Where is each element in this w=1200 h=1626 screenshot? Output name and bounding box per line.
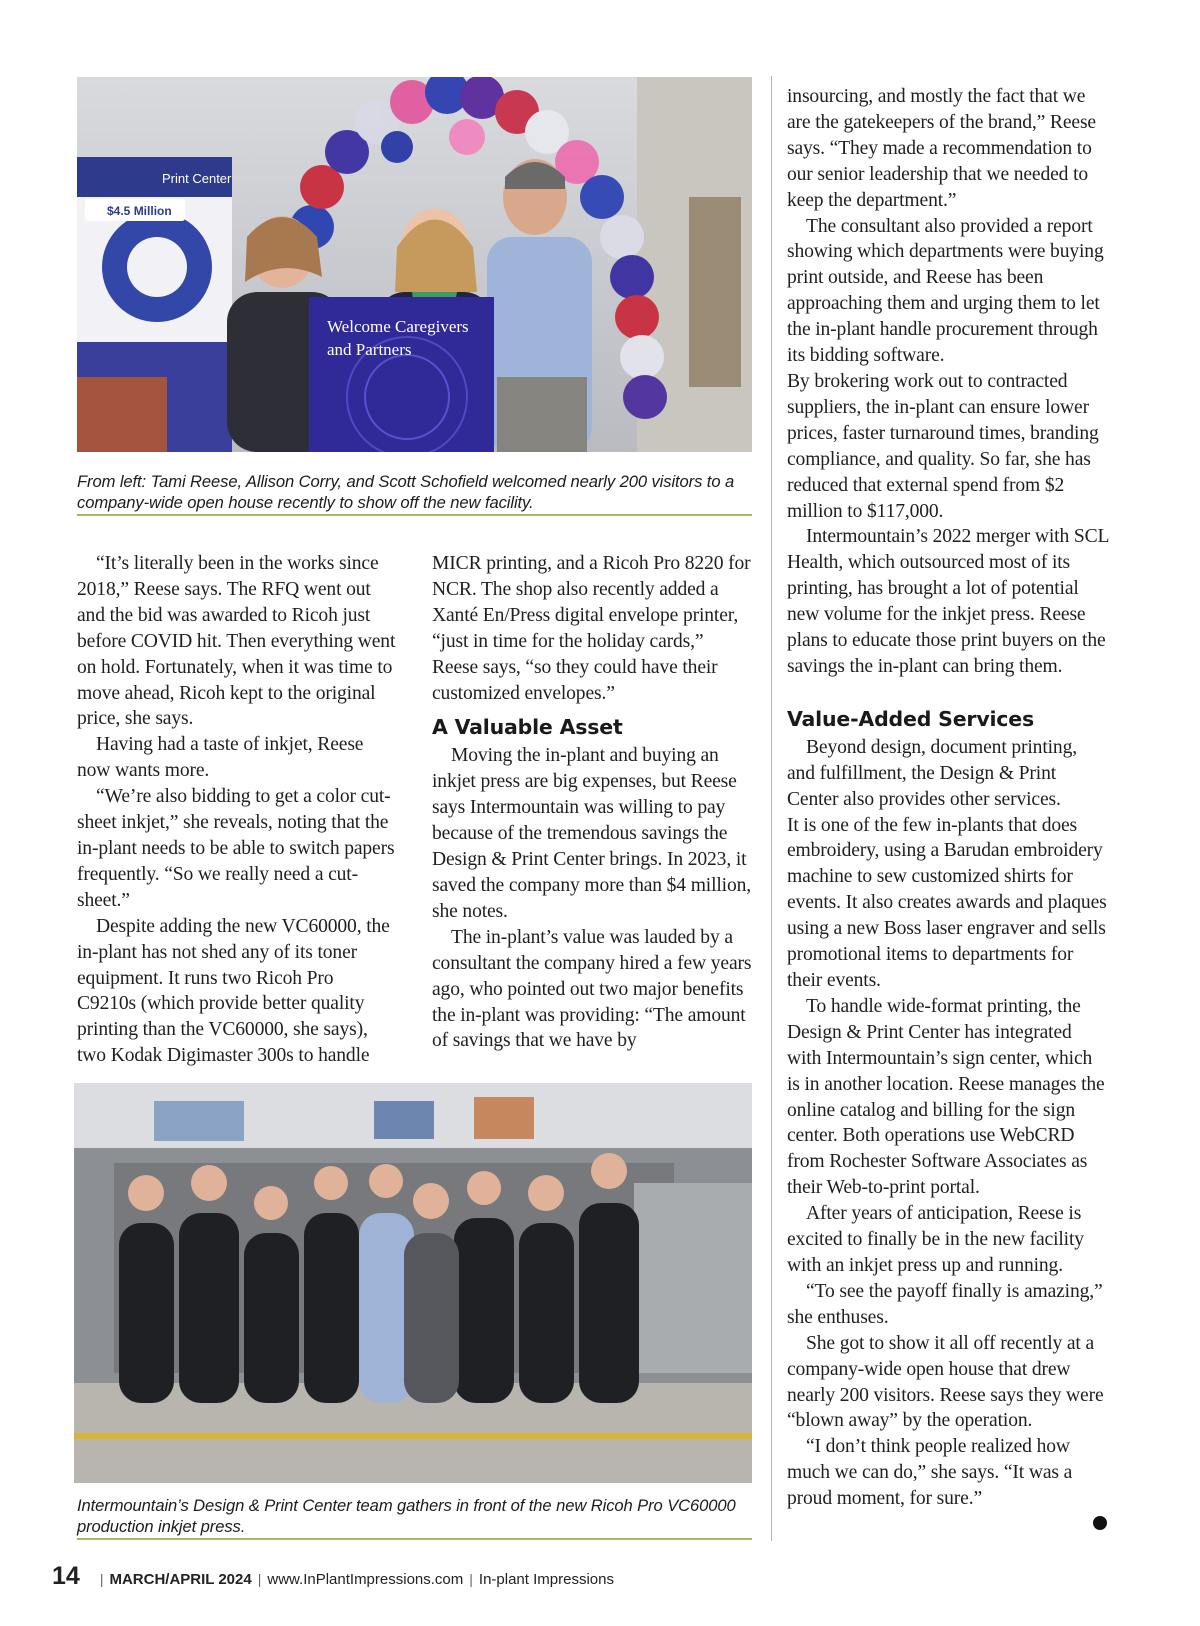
page-number: 14 — [52, 1562, 80, 1590]
issue-date: MARCH/APRIL 2024 — [109, 1571, 252, 1588]
column-divider — [771, 76, 772, 1541]
article-column-2 — [432, 551, 754, 1054]
sign-text-line-2: and Partners — [327, 340, 412, 359]
bottom-photo-caption: Intermountain’s Design & Print Center team gathers in front of the new Ricoh Pro VC60000 production inkjet press. — [77, 1496, 736, 1536]
team-photo — [74, 1083, 752, 1483]
paragraph: “I don’t think people realized how much we can do,” she says. “It was a proud moment, for sure.” — [787, 1436, 1073, 1510]
paragraph: Beyond design, document printing, and fulfillment, the Design & Print Center also provides other services. — [787, 736, 1077, 810]
paragraph: insourcing, and mostly the fact that we are the gatekeepers of the brand,” Reese says. “They made a recommendation to our senior leadership that we needed to keep the department.” — [787, 86, 1096, 211]
paragraph: The consultant also provided a report showing which departments were buying print outside, and Reese has been approaching them and urging them to let the in-plant handle procurement through its bidding software. — [787, 215, 1104, 367]
section-heading: A Valuable Asset — [432, 715, 623, 740]
caption-divider — [77, 1538, 752, 1540]
page-footer — [52, 1562, 614, 1592]
article-column-1 — [77, 551, 397, 1069]
footer-separator: | — [99, 1571, 104, 1587]
paragraph: It is one of the few in-plants that does embroidery, using a Barudan embroidery machine to sew customized shirts for events. It also creates awards and plaques using a new Boss laser engraver and sells promotional items to departments for their events. — [787, 814, 1107, 991]
paragraph: To handle wide-format printing, the Design & Print Center has integrated with Intermountain’s sign center, which is in another location. Reese manages the online catalog and billing for the sign center. Both operations use WebCRD from Rochester Software Associates as their Web-to-print portal. — [787, 995, 1105, 1199]
section-heading: Value-Added Services — [787, 706, 1034, 731]
paragraph: Intermountain’s 2022 merger with SCL Health, which outsourced most of its printing, has brought a lot of potential new volume for the inkjet press. Reese plans to educate those print buyers on the savings the in-plant can bring them. — [787, 526, 1109, 677]
paragraph: Despite adding the new VC60000, the in-plant has not shed any of its toner equipment. It runs two Ricoh Pro C9210s (which provide better quality printing than the VC60000, she says), two Kodak Digimaster 300s to handle — [77, 915, 390, 1067]
top-photo-caption: From left: Tami Reese, Allison Corry, and Scott Schofield welcomed nearly 200 visitors to a company-wide open house recently to show off the new facility. — [77, 472, 735, 512]
paragraph: Moving the in-plant and buying an inkjet press are big expenses, but Reese says Intermountain was willing to pay because of the tremendous savings the Design & Print Center brings. In 2023, it saved the company more than $4 million, she notes. — [432, 745, 752, 922]
footer-separator: | — [469, 1571, 473, 1587]
paragraph: “To see the payoff finally is amazing,” she enthuses. — [787, 1280, 1103, 1328]
open-house-photo — [77, 77, 752, 452]
banner-amount: $4.5 Million — [107, 204, 172, 218]
end-of-article-bullet — [1093, 1516, 1107, 1530]
paragraph: By brokering work out to contracted suppliers, the in-plant can ensure lower prices, faster turnaround times, branding compliance, and quality. So far, she has reduced that external spend from $2 million to $117,000. — [787, 370, 1099, 522]
paragraph: Having had a taste of inkjet, Reese now wants more. — [77, 734, 364, 782]
paragraph: “It’s literally been in the works since 2018,” Reese says. The RFQ went out and the bid was awarded to Ricoh just before COVID hit. Then everything went on hold. Fortunately, when it was time to move ahead, Ricoh kept to the original price, she says. — [77, 553, 396, 730]
paragraph: “We’re also bidding to get a color cut-sheet inkjet,” she reveals, noting that the in-plant needs to be able to switch papers frequently. “So we really need a cut-sheet.” — [77, 786, 395, 911]
banner-title: Print Center — [162, 171, 232, 186]
website-link[interactable]: www.InPlantImpressions.com — [267, 1571, 464, 1588]
paragraph: MICR printing, and a Ricoh Pro 8220 for NCR. The shop also recently added a Xanté En/Press digital envelope printer, “just in time for the holiday cards,” Reese says, “so they could have their customized envelopes.” — [432, 553, 751, 704]
sign-text-line-1: Welcome Caregivers — [327, 317, 469, 336]
footer-separator: | — [257, 1571, 262, 1587]
paragraph: She got to show it all off recently at a company-wide open house that drew nearly 200 visitors. Reese says they were “blown away” by the operation. — [787, 1332, 1104, 1432]
caption-divider — [77, 514, 752, 516]
publication-name: In-plant Impressions — [478, 1571, 614, 1588]
article-column-3 — [787, 84, 1109, 1512]
paragraph: The in-plant’s value was lauded by a consultant the company hired a few years ago, who pointed out two major benefits the in-plant was providing: “The amount of savings that we have by — [432, 926, 752, 1052]
paragraph: After years of anticipation, Reese is excited to finally be in the new facility with an inkjet press up and running. — [787, 1203, 1084, 1276]
